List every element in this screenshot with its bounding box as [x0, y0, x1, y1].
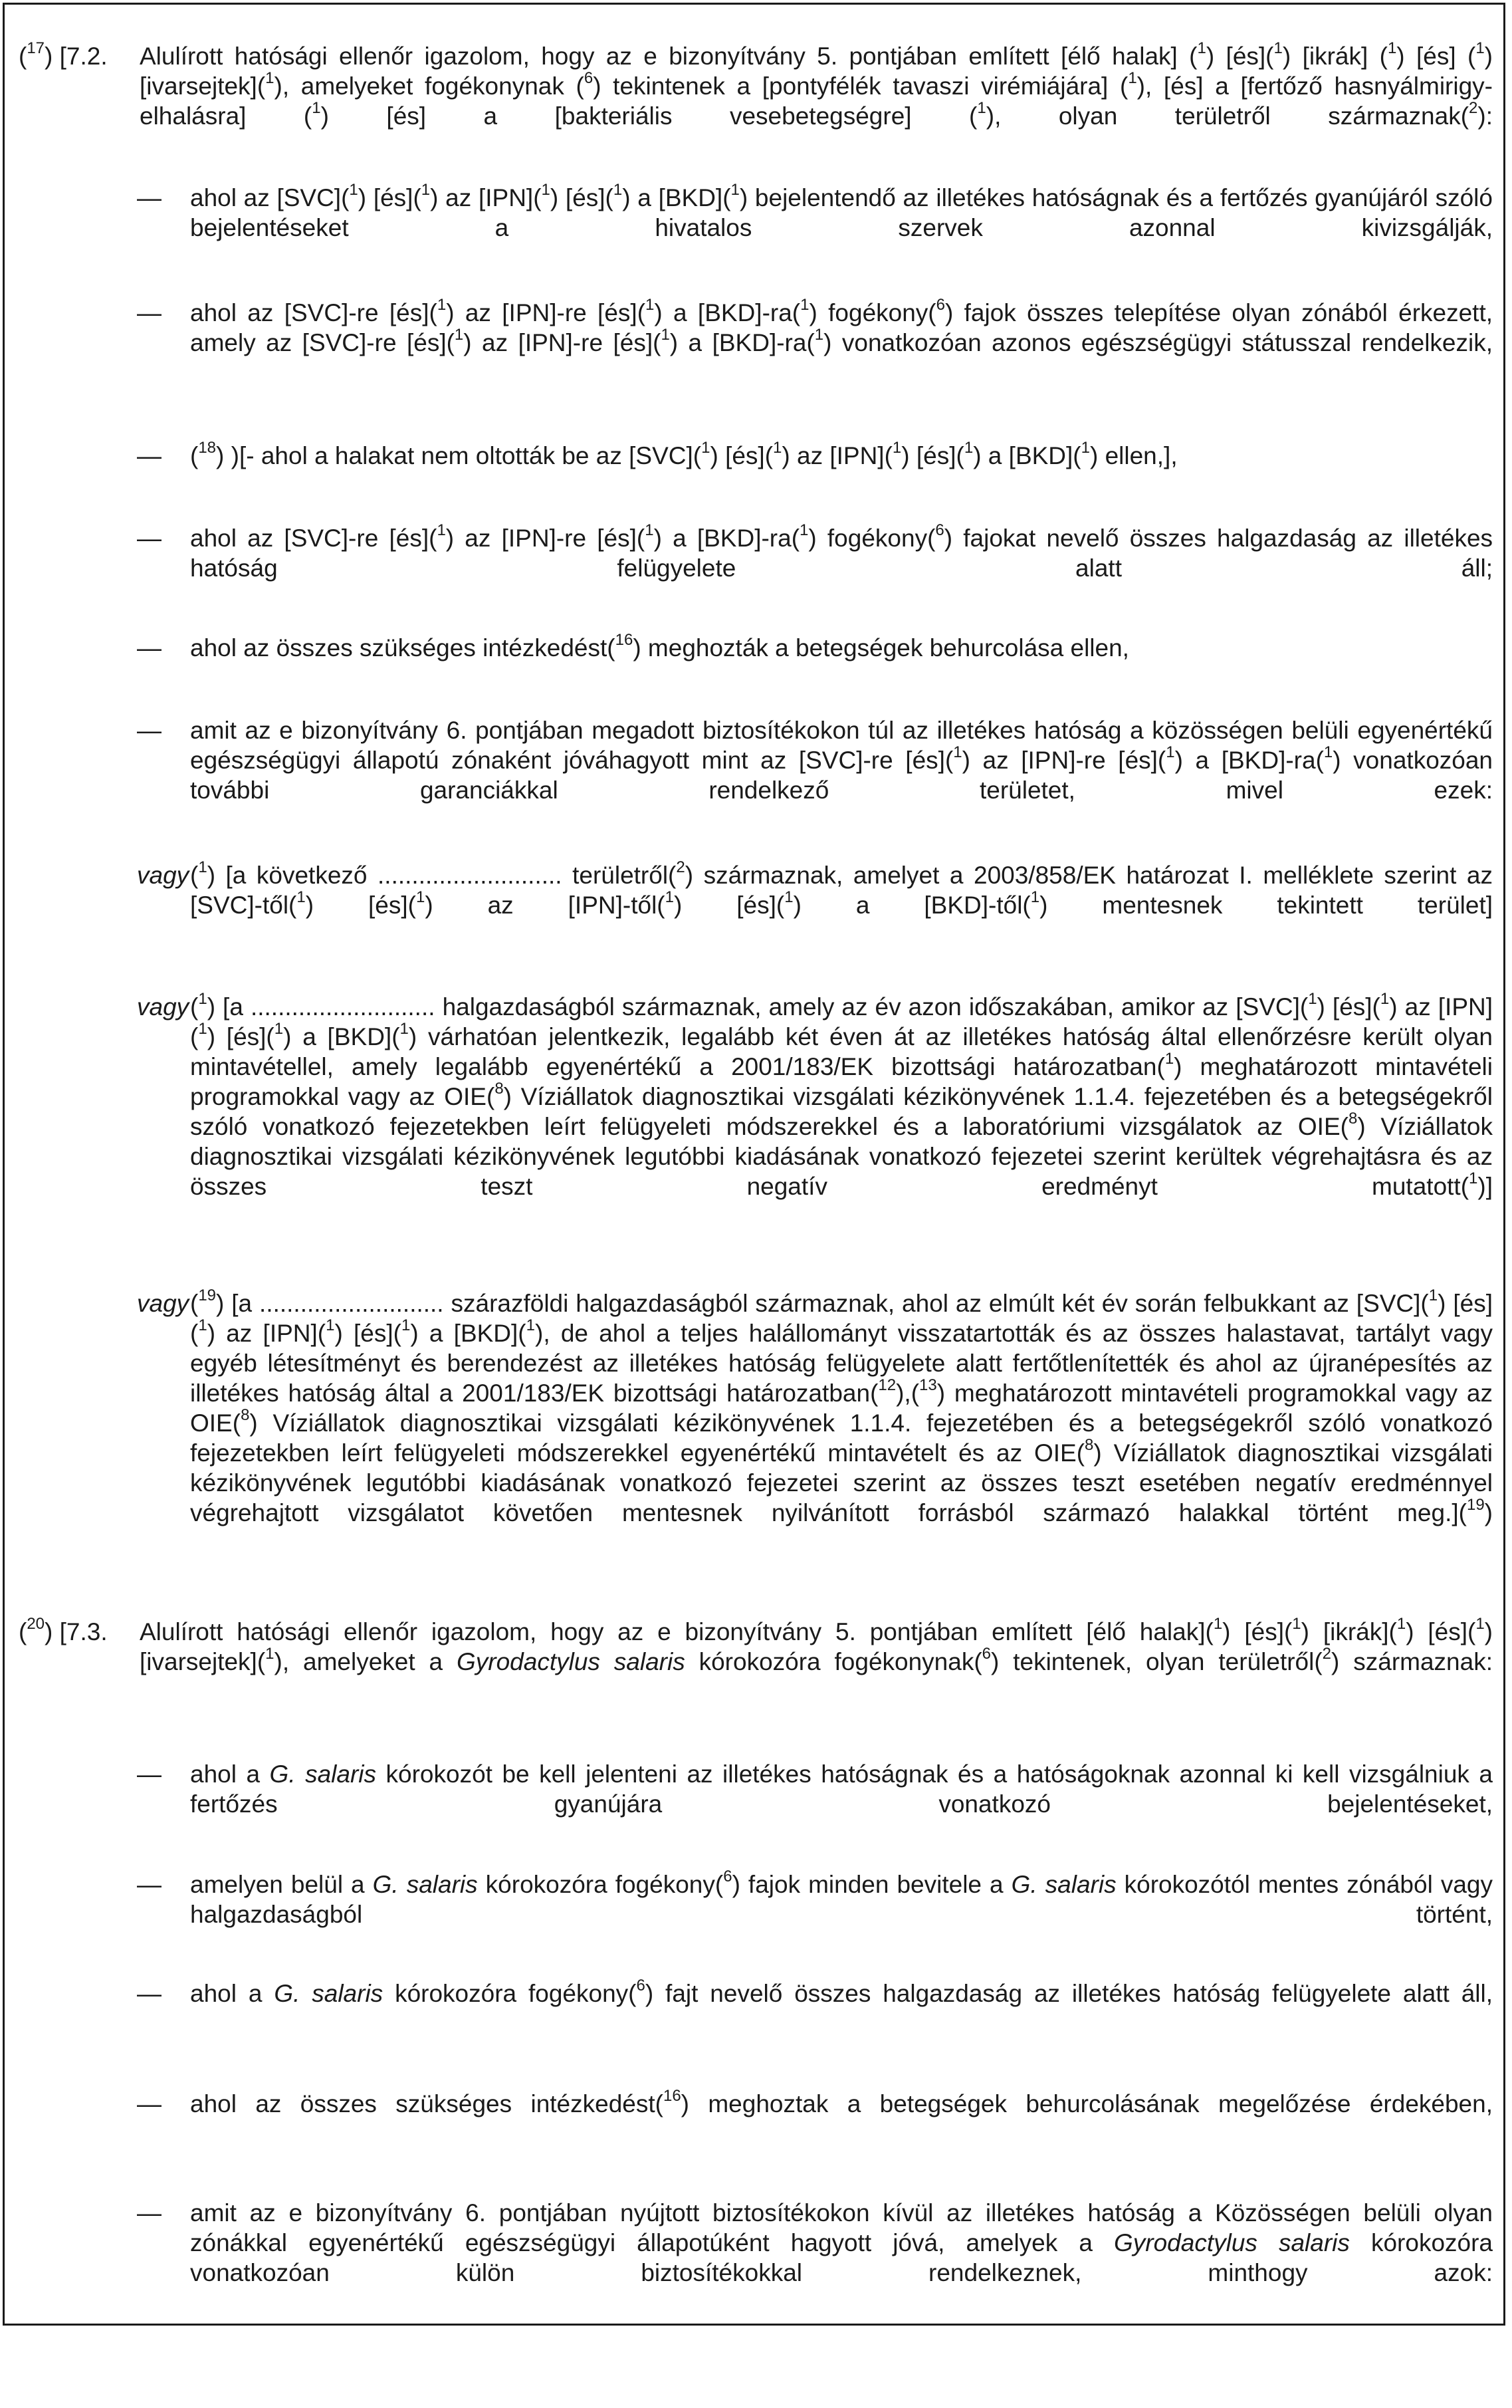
- list-item: ahol az összes szükséges intézkedést($^{16}$) meghozták a betegségek behurcolása ellen,: [190, 630, 1129, 662]
- list-item: ahol a G. salaris kórokozót be kell jelenteni az illetékes hatóságnak és a hatóságoknak azonnal ki kell vizsgálniuk a fertőzés gyanújára vonatkozó bejelentéseket,: [190, 1760, 1493, 1818]
- list-item: ahol az [SVC]($^1$) [és]($^1$) az [IPN]($^1$) [és]($^1$) a [BKD]($^1$) bejelentendő az illetékes hatóságnak és a fertőzés gyanújáról szóló bejelentéseket a hivatalos szervek azonnal kivizsgálják,: [190, 180, 1493, 241]
- section-7-3-paragraph: Alulírott hatósági ellenőr igazolom, hogy az e bizonyítvány 5. pontjában említett [élő halak]($^1$) [és]($^1$) [ikrák]($^1$) [és]($^1$) [ivarsejtek]($^1$), amelyeket a Gyrodactylus salaris kórokozóra fogékonynak($^6$) tekintenek, olyan területről($^2$) származnak:: [140, 1614, 1493, 1675]
- vagy-label: vagy: [137, 862, 189, 889]
- dash-marker: —: [137, 299, 162, 326]
- list-item: amelyen belül a G. salaris kórokozóra fogékony($^6$) fajok minden bevitele a G. salaris kórokozótól mentes zónából vagy halgazdaságból történt,: [190, 1867, 1493, 1928]
- list-item: amit az e bizonyítvány 6. pontjában megadott biztosítékokon túl az illetékes hatóság a közösségen belüli egyenértékű egészségügyi állapotú zónaként jóváhagyott mint az [SVC]-re [és]($^1$) az [IPN]-re [és]($^1$) a [BKD]-ra($^1$) vonatkozóan további garanciákkal rendelkező területet, mivel ezek:: [190, 717, 1493, 804]
- dash-marker: —: [137, 525, 162, 552]
- list-item: ($^{18}$) )[- ahol a halakat nem oltották be az [SVC]($^1$) [és]($^1$) az [IPN]($^1$) [és]($^1$) a [BKD]($^1$) ellen,],: [190, 438, 1178, 469]
- section-number-7-3: ($^{20}$) [7.3.: [19, 1614, 108, 1645]
- dash-marker: —: [137, 717, 162, 744]
- vagy-label: vagy: [137, 993, 189, 1021]
- dash-marker: —: [137, 634, 162, 662]
- dash-marker: —: [137, 442, 162, 469]
- list-item: ahol a G. salaris kórokozóra fogékony($^6$) fajt nevelő összes halgazdaság az illetékes hatóság felügyelete alatt áll,: [190, 1976, 1493, 2007]
- vagy-option: ($^1$) [a következő ........................... területről($^2$) származnak, amelyet a 2003/858/EK határozat I. melléklete szerint az [SVC]-től($^1$) [és]($^1$) az [IPN]-től($^1$) [és]($^1$) a [BKD]-től($^1$) mentesnek tekintett terület]: [190, 858, 1493, 919]
- section-7-2-paragraph: Alulírott hatósági ellenőr igazolom, hogy az e bizonyítvány 5. pontjában említett [élő halak] ($^1$) [és]($^1$) [ikrák] ($^1$) [és] ($^1$) [ivarsejtek]($^1$), amelyeket fogékonynak ($^6$) tekintenek a [pontyfélék tavaszi virémiájára] ($^1$), [és] a [fertőző hasnyálmirigy-elhalásra] ($^1$) [és] a [bakteriális vesebetegségre] ($^1$), olyan területről származnak($^2$):: [140, 39, 1493, 130]
- list-item: ahol az összes szükséges intézkedést($^{16}$) meghoztak a betegségek behurcolásának megelőzése érdekében,: [190, 2086, 1493, 2117]
- vagy-option: ($^1$) [a ........................... halgazdaságból származnak, amely az év azon időszakában, amikor az [SVC]($^1$) [és]($^1$) az [IPN]($^1$) [és]($^1$) a [BKD]($^1$) várhatóan jelentkezik, legalább két éven át az illetékes hatóság által ellenőrzésre került olyan mintavétellel, amely legalább egyenértékű a 2001/183/EK bizottsági határozatban($^1$) meghatározott mintavételi programokkal vagy az OIE($^8$) Víziállatok diagnosztikai vizsgálati kézikönyvének 1.1.4. fejezetében és a betegségekről szóló vonatkozó fejezetekben leírt felügyeleti módszerekkel és a laboratóriumi vizsgálatok az OIE($^8$) Víziállatok diagnosztikai vizsgálati kézikönyvének legutóbbi kiadásának vonatkozó fejezetei szerint kerültek végrehajtásra és az összes teszt negatív eredményt mutatott($^1$)]: [190, 989, 1493, 1200]
- list-item: ahol az [SVC]-re [és]($^1$) az [IPN]-re [és]($^1$) a [BKD]-ra($^1$) fogékony($^6$) fajokat nevelő összes halgazdaság az illetékes hatóság felügyelete alatt áll;: [190, 521, 1493, 582]
- dash-marker: —: [137, 1760, 162, 1788]
- list-item: amit az e bizonyítvány 6. pontjában nyújtott biztosítékokon kívül az illetékes hatóság a Közösségen belüli olyan zónákkal egyenértékű egészségügyi állapotúként hagyott jóvá, amelyek a Gyrodactylus salaris kórokozóra vonatkozóan külön biztosítékokkal rendelkeznek, minthogy azok:: [190, 2199, 1493, 2286]
- vagy-option: ($^{19}$) [a ........................... szárazföldi halgazdaságból származnak, ahol az elmúlt két év során felbukkant az [SVC]($^1$) [és]($^1$) az [IPN]($^1$) [és]($^1$) a [BKD]($^1$), de ahol a teljes halállományt visszatartották és az összes halastavat, tartályt vagy egyéb létesítményt és berendezést az illetékes hatóság felügyelete alatt fertőtlenítették és ahol az újranépesítés az illetékes hatóság által a 2001/183/EK bizottsági határozatban($^{12}$),($^{13}$) meghatározott mintavételi programokkal vagy az OIE($^8$) Víziállatok diagnosztikai vizsgálati kézikönyvének 1.1.4. fejezetében és a betegségekről szóló vonatkozó fejezetekben leírt felügyeleti módszerekkel egyenértékű mintavételt és az OIE($^8$) Víziállatok diagnosztikai vizsgálati kézikönyvének legutóbbi kiadásának vonatkozó fejezetei szerint az összes teszt esetében negatív eredménnyel végrehajtott vizsgálatot követően mentesnek nyilvánított forrásból származó halakkal történt meg.]($^{19}$): [190, 1286, 1493, 1526]
- dash-marker: —: [137, 184, 162, 211]
- dash-marker: —: [137, 1871, 162, 1898]
- dash-marker: —: [137, 2090, 162, 2117]
- dash-marker: —: [137, 1980, 162, 2007]
- vagy-label: vagy: [137, 1290, 189, 1317]
- section-number-7-2: ($^{17}$) [7.2.: [19, 39, 108, 70]
- dash-marker: —: [137, 2199, 162, 2227]
- list-item: ahol az [SVC]-re [és]($^1$) az [IPN]-re [és]($^1$) a [BKD]-ra($^1$) fogékony($^6$) fajok összes telepítése olyan zónából érkezett, amely az [SVC]-re [és]($^1$) az [IPN]-re [és]($^1$) a [BKD]-ra($^1$) vonatkozóan azonos egészségügyi státusszal rendelkezik,: [190, 295, 1493, 356]
